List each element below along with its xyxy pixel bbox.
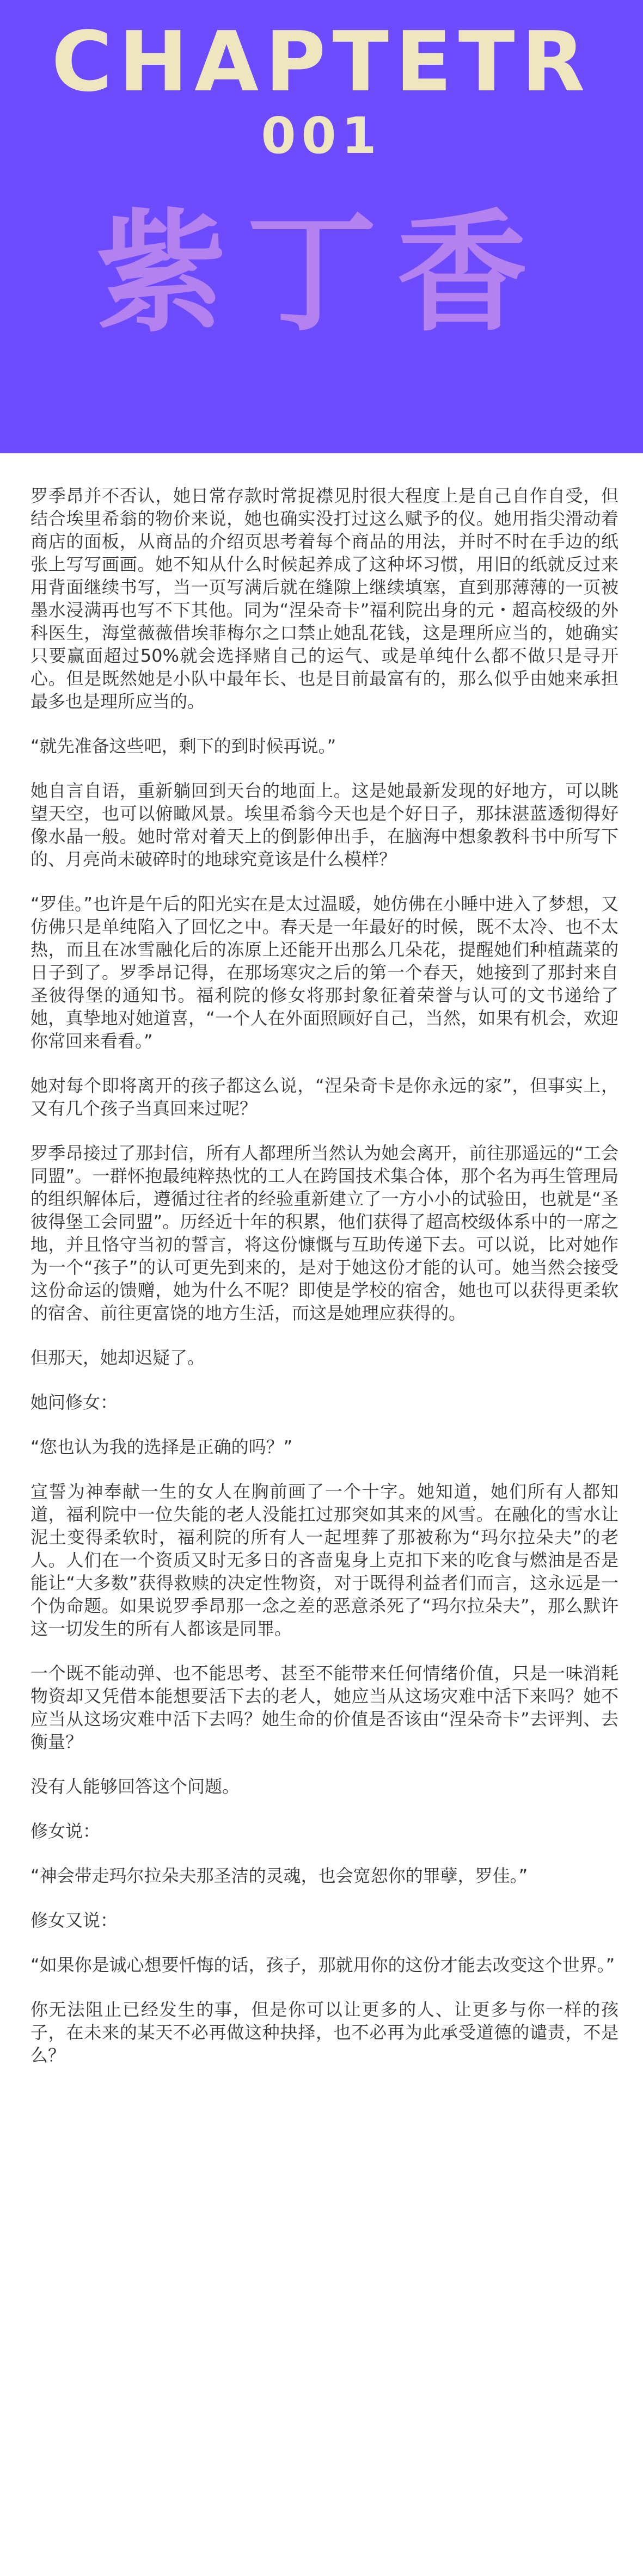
paragraph: “您也认为我的选择是正确的吗？” (30, 1437, 293, 1457)
paragraph: 她问修女： (30, 1392, 118, 1413)
paragraph: 她对每个即将离开的孩子都这么说，“涅朵奇卡是你永远的家”，但事实上，又有几个孩子当真回来过呢？ (30, 1075, 618, 1119)
chapter-number: 001 (261, 107, 382, 165)
paragraph: 罗季昂接过了那封信，所有人都理所当然认为她会离开，前往那遥远的“工会同盟”。一群怀抱最纯粹热忱的工人在跨国技术集合体，那个名为再生管理局的组织解体后，遵循过往者的经验重新建立了一方小小的试验田，也就是“圣彼得堡工会同盟”。历经近十年的积累，他们获得了超高校级体系中的一席之地，并且恪守当初的誓言，将这份慷慨与互助传递下去。可以说，比对她作为一个“孩子”的认可更先到来的，是对于她这份才能的认可。她当然会接受这份命运的馈赠，她为什么不呢？即使是学校的宿舍，她也可以获得更柔软的宿舍、前往更富饶的地方生活，而这是她理应获得的。 (30, 1143, 618, 1323)
paragraph: 修女又说： (30, 1910, 118, 1931)
paragraph: 她自言自语，重新躺回到天台的地面上。这是她最新发现的好地方，可以眺望天空，也可以俯瞰风景。埃里希翁今天也是个好日子，那抹湛蓝透彻得好像水晶一般。她时常对着天上的倒影伸出手，在脑海中想象教科书中所写下的、月亮尚未破碎时的地球究竟该是什么模样？ (30, 780, 618, 870)
paragraph: 但那天，她却迟疑了。 (30, 1347, 205, 1368)
paragraph: “就先准备这些吧，剩下的到时候再说。” (30, 736, 336, 756)
paragraph: “罗佳。”也许是午后的阳光实在是太过温暖，她仿佛在小睡中进入了梦想，又仿佛只是单纯陷入了回忆之中。春天是一年最好的时候，既不太冷、也不太热，而且在冰雪融化后的冻原上还能开出那么几朵花，提醒她们种植蔬菜的日子到了。罗季昂记得，在那场寒灾之后的第一个春天，她接到了那封来自圣彼得堡的通知书。福利院的修女将那封象征着荣誉与认可的文书递给了她，真挚地对她道喜，“一个人在外面照顾好自己，当然，如果有机会，欢迎你常回来看看。” (30, 893, 618, 1051)
paragraph: 你无法阻止已经发生的事，但是你可以让更多的人、让更多与你一样的孩子，在未来的某天不必再做这种抉择，也不必再为此承受道德的谴责，不是么？ (30, 1999, 618, 2066)
chapter-body (30, 484, 618, 2088)
paragraph: “神会带走玛尔拉朵夫那圣洁的灵魂，也会宽恕你的罪孽，罗佳。” (30, 1865, 528, 1886)
paragraph: 一个既不能动弹、也不能思考、甚至不能带来任何情绪价值，只是一味消耗物资却又凭借本能想要活下去的老人，她应当从这场灾难中活下来吗？她不应当从这场灾难中活下去吗？她生命的价值是否该由“涅朵奇卡”去评判、去衡量？ (30, 1663, 618, 1752)
chapter-header (0, 0, 643, 453)
chapter-label: CHAPTETR (51, 14, 592, 110)
paragraph: 宣誓为神奉献一生的女人在胸前画了一个十字。她知道，她们所有人都知道，福利院中一位失能的老人没能扛过那突如其来的风雪。在融化的雪水让泥土变得柔软时，福利院的所有人一起埋葬了那被称为“玛尔拉朵夫”的老人。人们在一个资质又时无多日的吝啬鬼身上克扣下来的吃食与燃油是否是能让“大多数”获得救赎的决定性物资，对于既得利益者们而言，这永远是一个伪命题。如果说罗季昂那一念之差的恶意杀死了“玛尔拉朵夫”，那么默许这一切发生的所有人都该是同罪。 (30, 1481, 618, 1639)
paragraph: 罗季昂并不否认，她日常存款时常捉襟见肘很大程度上是自己自作自受，但结合埃里希翁的物价来说，她也确实没打过这么赋予的仪。她用指尖滑动着商店的面板，从商品的介绍页思考着每个商品的用法，并时不时在手边的纸张上写写画画。她不知从什么时候起养成了这种坏习惯，用旧的纸就反过来用背面继续书写，当一页写满后就在缝隙上继续填塞，直到那薄薄的一页被墨水浸满再也写不下其他。同为“涅朵奇卡”福利院出身的元・超高校级的外科医生，海堂薇薇借埃菲梅尔之口禁止她乱花钱，这是理所应当的，她确实只要赢面超过50%就会选择赌自己的运气、或是单纯什么都不做只是寻开心。但是既然她是小队中最年长、也是目前最富有的，那么似乎由她来承担最多也是理所应当的。 (30, 485, 618, 712)
paragraph: “如果你是诚心想要忏悔的话，孩子，那就用你的这份才能去改变这个世界。” (30, 1955, 615, 1975)
paragraph: 修女说： (30, 1821, 101, 1841)
paragraph: 没有人能够回答这个问题。 (30, 1776, 240, 1797)
chapter-title: 紫丁香 (96, 197, 547, 349)
